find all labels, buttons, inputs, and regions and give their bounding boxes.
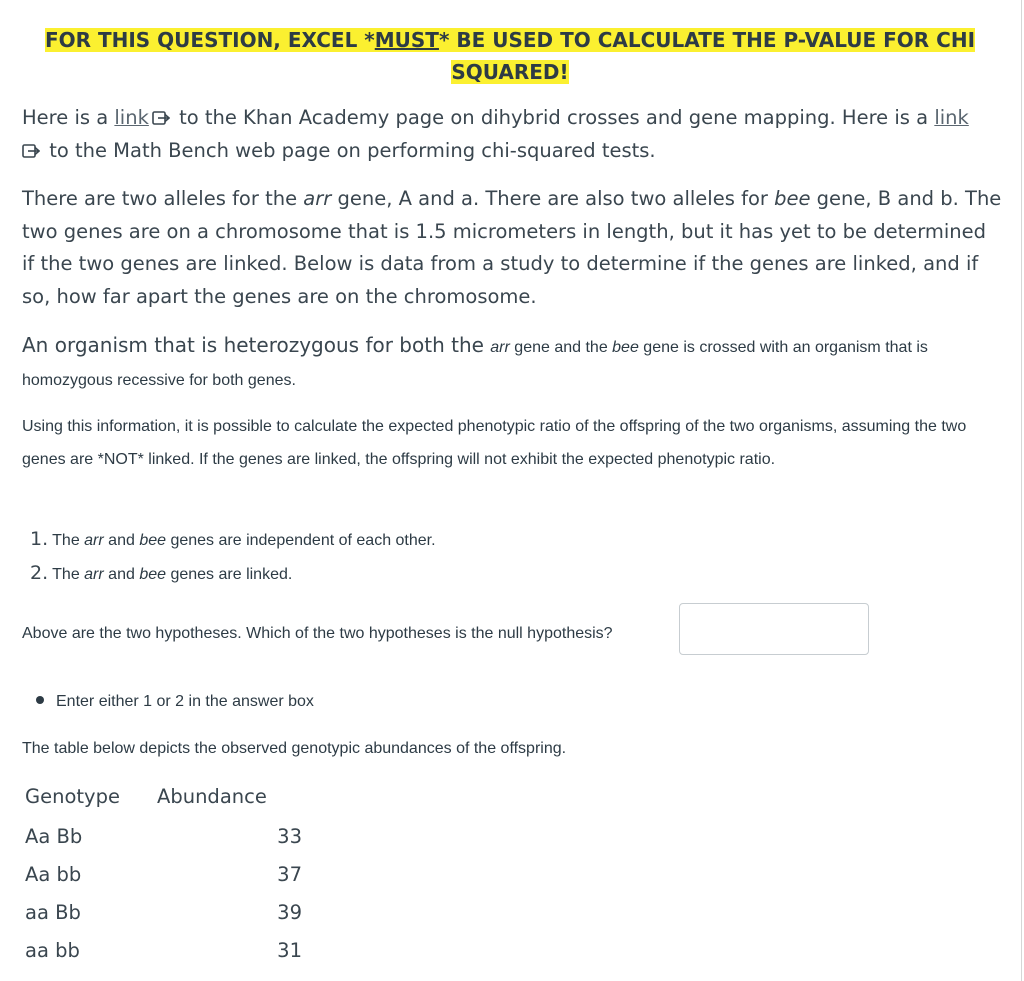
cross-text-a: gene and the [509, 339, 613, 356]
abundance-column-header: Abundance [157, 785, 267, 808]
table-row-genotype: aa Bb [25, 901, 81, 924]
arr-gene-name: arr [303, 187, 332, 210]
links-text-mid: to the Khan Academy page on dihybrid crosses and gene mapping. Here is a [172, 106, 935, 129]
genotype-column-header: Genotype [25, 785, 120, 808]
arr-gene-name: arr [84, 566, 104, 583]
banner-text-3: SQUARED! [451, 60, 569, 84]
external-link-icon [152, 110, 170, 126]
arr-gene-name: arr [84, 532, 104, 549]
null-hypothesis-answer-input[interactable] [679, 603, 869, 655]
bee-gene-name: bee [139, 566, 167, 583]
banner-text-2: * BE USED TO CALCULATE THE P-VALUE FOR CHI [438, 28, 976, 52]
arr-gene-name: arr [490, 339, 510, 356]
excel-warning-banner [30, 24, 990, 88]
hypothesis-text: genes are linked. [166, 566, 293, 583]
table-row-abundance: 33 [277, 825, 302, 848]
links-text-start: Here is a [22, 106, 115, 129]
hypothesis-text: and [103, 532, 140, 549]
expected-ratio-paragraph: Using this information, it is possible to calculate the expected phenotypic ratio of the offspring of the two organisms, assuming the two genes are *NOT* linked. If the genes are linked, the offspring will not exhibit the expected phenotypic ratio. [22, 418, 967, 468]
table-row-abundance: 39 [277, 901, 302, 924]
hypothesis-text: and [103, 566, 140, 583]
links-paragraph [22, 102, 1002, 167]
hypothesis-list [30, 523, 930, 591]
table-row-abundance: 31 [277, 939, 302, 962]
table-intro: The table below depicts the observed genotypic abundances of the offspring. [22, 740, 567, 757]
external-link-icon [22, 143, 40, 159]
instruction-text: Enter either 1 or 2 in the answer box [56, 693, 314, 710]
cross-paragraph [22, 329, 1002, 397]
banner-text-1: FOR THIS QUESTION, EXCEL * [44, 28, 375, 52]
hypothesis-number: 1. [30, 528, 49, 550]
null-hypothesis-question: Above are the two hypotheses. Which of the two hypotheses is the null hypothesis? [22, 625, 613, 642]
hypothesis-number: 2. [30, 562, 49, 584]
table-row-genotype: Aa Bb [25, 825, 83, 848]
hypothesis-text: The [52, 566, 85, 583]
bullet-dot [36, 696, 44, 704]
bee-gene-name: bee [139, 532, 167, 549]
hypothesis-text: The [52, 532, 85, 549]
khan-academy-link[interactable]: link [114, 106, 149, 129]
bee-gene-name: bee [612, 339, 639, 356]
cross-text-b: gene is crossed with an organism that is homozygous recessive for both genes. [22, 339, 928, 389]
alleles-text-a: There are two alleles for the [22, 187, 304, 210]
table-row-genotype: Aa bb [25, 863, 82, 886]
links-text-end: to the Math Bench web page on performing chi-squared tests. [43, 138, 656, 162]
hypothesis-item-1 [30, 523, 930, 557]
alleles-text-b: gene, A and a. There are also two alleles for [331, 187, 775, 210]
alleles-text-c: gene, B and b. The two genes are on a chromosome that is 1.5 micrometers in length, but it has yet to be determined if the two genes are linked. Below is data from a study to determine if the genes are linked, and if so, how far apart the genes are on the chromosome. [22, 187, 1002, 308]
cross-text-big: An organism that is heterozygous for both the [22, 333, 491, 357]
hypothesis-item-2 [30, 557, 930, 591]
bee-gene-name: bee [774, 187, 811, 210]
math-bench-link[interactable]: link [934, 106, 969, 129]
banner-must: MUST [374, 28, 439, 52]
alleles-paragraph [22, 183, 1002, 313]
instruction-list-item [36, 690, 314, 714]
page-edge-divider [1021, 0, 1022, 981]
table-row-genotype: aa bb [25, 939, 80, 962]
hypothesis-text: genes are independent of each other. [166, 532, 436, 549]
table-row-abundance: 37 [277, 863, 302, 886]
